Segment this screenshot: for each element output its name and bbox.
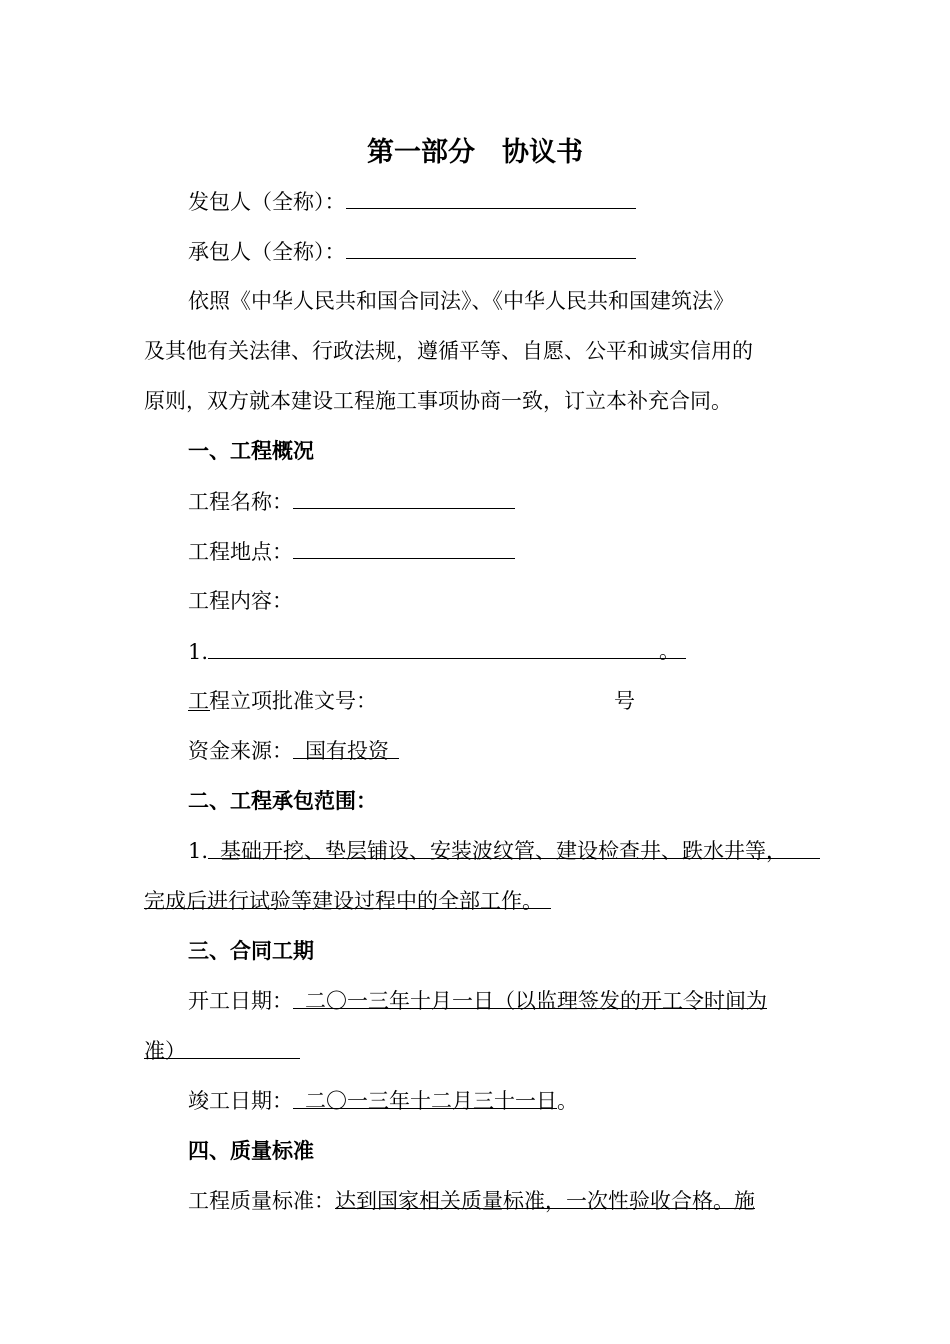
- quality-value: 达到国家相关质量标准，一次性验收合格。施: [335, 1189, 755, 1213]
- section-3-heading: 三、合同工期: [188, 939, 314, 963]
- contractor-name-field[interactable]: [346, 236, 636, 259]
- scope-item-1-text-2: 完成后进行试验等建设过程中的全部工作。: [144, 889, 543, 913]
- section-4-heading: 四、质量标准: [188, 1139, 314, 1163]
- project-name-row: [188, 486, 515, 517]
- start-date-label: 开工日期：: [188, 989, 293, 1013]
- section-1-heading: 一、工程概况: [188, 439, 314, 463]
- start-date-value-2: 准）: [144, 1039, 186, 1063]
- start-date-field-cont[interactable]: [144, 1036, 300, 1063]
- funding-label: 资金来源：: [188, 739, 293, 763]
- section-2-heading: 二、工程承包范围：: [188, 789, 377, 813]
- project-location-label: 工程地点：: [188, 540, 293, 564]
- approval-label: 工程立项批准文号：: [188, 689, 377, 713]
- contractor-label: 承包人（全称）：: [188, 240, 346, 264]
- funding-row: [188, 736, 399, 766]
- start-date-row-cont: [144, 1036, 300, 1066]
- project-location-field[interactable]: [293, 536, 515, 559]
- end-date-field[interactable]: [293, 1086, 557, 1113]
- end-date-value: 二〇一三年十二月三十一日: [305, 1089, 557, 1113]
- start-date-row: [188, 986, 767, 1016]
- scope-item-1-text-1: 基础开挖、垫层铺设、安装波纹管、建设检查井、跌水井等，: [220, 839, 788, 863]
- end-date-period: 。: [557, 1089, 578, 1113]
- project-name-field[interactable]: [293, 486, 515, 509]
- employer-name-field[interactable]: [346, 186, 636, 209]
- employer-row: [188, 186, 636, 217]
- quality-value-field[interactable]: [335, 1186, 755, 1213]
- project-location-row: [188, 536, 515, 567]
- scope-item-1-field-cont[interactable]: [144, 886, 551, 913]
- scope-item-1-line-2: [144, 886, 551, 916]
- funding-value: 国有投资: [305, 739, 389, 763]
- quality-row: [188, 1186, 755, 1216]
- end-date-row: [188, 1086, 578, 1116]
- approval-underline-mark: [188, 710, 210, 711]
- preamble-line-3: 原则，双方就本建设工程施工事项协商一致，订立本补充合同。: [144, 389, 732, 413]
- project-content-item-1-field[interactable]: [208, 636, 686, 663]
- scope-item-1-line-1: [188, 836, 820, 866]
- start-date-field[interactable]: [293, 986, 767, 1013]
- start-date-value-1: 二〇一三年十月一日（以监理签发的开工令时间为: [305, 989, 767, 1013]
- preamble-line-1: 依照《中华人民共和国合同法》、《中华人民共和国建筑法》: [188, 289, 734, 313]
- item-period: 。: [659, 639, 681, 663]
- item-number: 1.: [188, 640, 209, 664]
- approval-row: [188, 686, 648, 716]
- page-title: 第一部分 协议书: [367, 137, 583, 168]
- contractor-row: [188, 236, 636, 267]
- end-date-label: 竣工日期：: [188, 1089, 293, 1113]
- employer-label: 发包人（全称）：: [188, 190, 346, 214]
- quality-label: 工程质量标准：: [188, 1189, 335, 1213]
- project-content-item-1: [188, 636, 686, 667]
- scope-item-number: 1.: [188, 839, 209, 863]
- scope-item-1-field[interactable]: [208, 836, 820, 863]
- funding-value-field[interactable]: [293, 736, 399, 763]
- preamble-line-2: 及其他有关法律、行政法规，遵循平等、自愿、公平和诚实信用的: [144, 339, 753, 363]
- project-name-label: 工程名称：: [188, 490, 293, 514]
- approval-suffix: 号: [614, 689, 635, 713]
- project-content-label: 工程内容：: [188, 589, 293, 613]
